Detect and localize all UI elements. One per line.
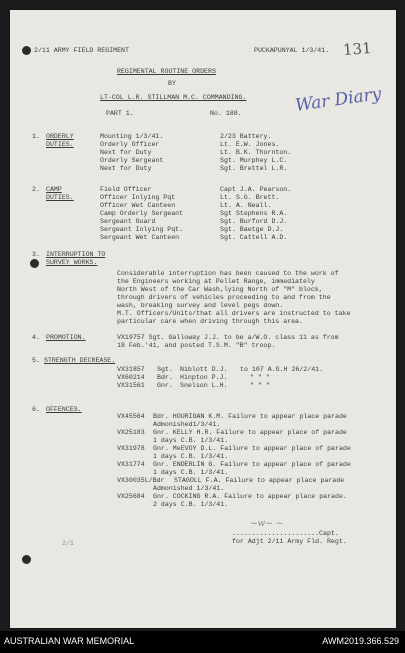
duty-role: Next for Duty — [100, 149, 152, 156]
section-title: OFFENCES. — [46, 406, 82, 413]
duty-person: Sgt. Burford D.J. — [220, 218, 288, 225]
document-title: REGIMENTAL ROUTINE ORDERS — [117, 68, 216, 75]
rank: Gnr. — [157, 382, 173, 389]
signature-line: ......................Capt. — [232, 530, 339, 537]
duty-role: Field Officer — [100, 186, 152, 193]
promotion-line: VX19757 Sgt. Galloway J.J. to be a/W.O. class 11 as from — [117, 334, 339, 341]
soldier-name: Snelson L.H. — [180, 382, 228, 389]
paragraph-line: wash, breaking survey and level pegs down. — [117, 302, 284, 309]
duty-person: Sgt. Baetge D.J. — [220, 226, 284, 233]
section-number: 1. — [32, 133, 40, 140]
section-number: 6. — [32, 406, 40, 413]
paragraph-line: M.T. Officers/Units/that all drivers are instructed to take — [117, 310, 351, 317]
duty-role: Orderly Officer — [100, 141, 160, 148]
offence-line: Gnr. KELLY H.R. Failure to appear place of parade — [153, 429, 347, 436]
soldier-name: Hinpton P.J. — [180, 374, 228, 381]
section-title: DUTIES. — [46, 194, 74, 201]
offence-line: Gnr. MeEVOY D.L. Failure to appear place of parade — [153, 445, 351, 452]
signature-for: for Adjt 2/11 Army Fld. Regt. — [232, 538, 347, 545]
paragraph-line: particular care when driving through this area. — [117, 318, 303, 325]
duty-person: Lt. E.W. Jones. — [220, 141, 280, 148]
service-number: VX25684 — [117, 493, 145, 500]
offence-line: Admonished 1/3/41. — [153, 485, 225, 492]
footer-institution: AUSTRALIAN WAR MEMORIAL — [4, 636, 135, 646]
footer-bar — [0, 631, 405, 653]
service-number: VX31774 — [117, 461, 145, 468]
document-page — [10, 10, 396, 628]
section-number: 2. — [32, 186, 40, 193]
page-mark: 2/1 — [62, 540, 74, 547]
commander-line: LT-COL L.R. STILLMAN M.C. COMMANDING. — [100, 94, 247, 101]
duty-person: Lt. A. Neall. — [220, 202, 272, 209]
war-diary-stamp: War Diary — [294, 84, 383, 116]
service-number: VX31561 — [117, 382, 145, 389]
service-number: VX45564 — [117, 413, 145, 420]
destination: " " " — [250, 382, 270, 389]
part-label: PART 1. — [106, 110, 134, 117]
section-title: STRENGTH DECREASE. — [44, 357, 116, 364]
section-number: 5. — [32, 357, 40, 364]
duty-role: Sergeant Guard — [100, 218, 156, 225]
destination: to 107 A.G.H 26/2/41. — [240, 366, 324, 373]
by-label: BY — [168, 80, 176, 87]
duty-person: Sgt. Brettel L.R. — [220, 165, 288, 172]
paragraph-line: North West of the Car Wash,lying North of "M" block, — [117, 286, 323, 293]
offence-line: 1 days C.B. 1/3/41. — [153, 469, 229, 476]
paragraph-line: the Engineers working at Pellet Range, immediately — [117, 278, 315, 285]
promotion-line: 18 Feb.'41, and posted T.S.M. "B" troop. — [117, 342, 276, 349]
duty-role: Officer Wet Canteen — [100, 202, 176, 209]
section-title: INTERRUPTION TO — [46, 251, 106, 258]
duty-role: Sergeant Inlying Pqt. — [100, 226, 184, 233]
section-number: 4. — [32, 334, 40, 341]
duty-role: Next for Duty — [100, 165, 152, 172]
duty-role: Sergeant Wet Canteen — [100, 234, 180, 241]
offence-line: Admonished1/3/41. — [153, 421, 221, 428]
service-number: VX31857 — [117, 366, 145, 373]
offence-line: STAGOLL F.A. Failure to appear place parade — [174, 477, 345, 484]
binder-hole — [22, 555, 31, 564]
duty-person: Sgt. Murphey L.C. — [220, 157, 288, 164]
offence-line: 1 days C.B. 1/3/41. — [153, 453, 229, 460]
section-title: SURVEY WORKS. — [46, 259, 98, 266]
duty-role: Officer Inlying Pqt — [100, 194, 176, 201]
duty-role: Mounting 1/3/41. — [100, 133, 164, 140]
duty-person: Lt. S.G. Brett. — [220, 194, 280, 201]
handwritten-signature: ~w~ ~ — [250, 519, 284, 529]
order-number: No. 188. — [210, 110, 242, 117]
rank: Bdr. — [157, 374, 173, 381]
duty-person: Capt J.A. Pearson. — [220, 186, 292, 193]
section-title: DUTIES. — [46, 141, 74, 148]
duty-person: Lt. B.K. Thornton. — [220, 149, 292, 156]
duty-role: Orderly Sergeant — [100, 157, 164, 164]
paragraph-line: through drivers of vehicles proceeding to and from the — [117, 294, 331, 301]
footer-accession: AWM2019.366.529 — [322, 636, 399, 646]
service-number: VX31978 — [117, 445, 145, 452]
offence-line: Bdr. HOURIGAN K.M. Failure to appear place parade — [153, 413, 347, 420]
rank: Sgt. — [157, 366, 173, 373]
offence-line: Gnr. ENDERLIN G. Failure to appear place of parade — [153, 461, 351, 468]
section-title: ORDERLY — [46, 133, 74, 140]
place-date: PUCKAPUNYAL 1/3/41. — [254, 47, 330, 54]
offence-line: Gnr. COCKING R.A. Failure to appear place parade. — [153, 493, 347, 500]
offence-line: 2 days C.B. 1/3/41. — [153, 501, 229, 508]
unit-name: 2/11 ARMY FIELD REGIMENT — [34, 47, 129, 54]
duty-role: Camp Orderly Sergeant — [100, 210, 184, 217]
paragraph-line: Considerable interruption has been caused to the work of — [117, 270, 339, 277]
section-title: PROMOTION. — [46, 334, 86, 341]
destination: " " " — [250, 374, 270, 381]
section-title: CAMP — [46, 186, 62, 193]
folio-number: 131 — [342, 39, 373, 59]
duty-person: Sgt. Cattell A.D. — [220, 234, 288, 241]
section-number: 3. — [32, 251, 40, 258]
binder-hole — [22, 46, 31, 55]
service-number: VX60214 — [117, 374, 145, 381]
ink-blot — [30, 259, 39, 268]
service-number: VX25183 — [117, 429, 145, 436]
service-number: VX30035L/Bdr — [117, 477, 165, 484]
soldier-name: Niblott D.J. — [180, 366, 228, 373]
duty-person: Sgt Stephens R.A. — [220, 210, 288, 217]
offence-line: 1 days C.B. 1/3/41. — [153, 437, 229, 444]
duty-person: 2/23 Battery. — [220, 133, 272, 140]
